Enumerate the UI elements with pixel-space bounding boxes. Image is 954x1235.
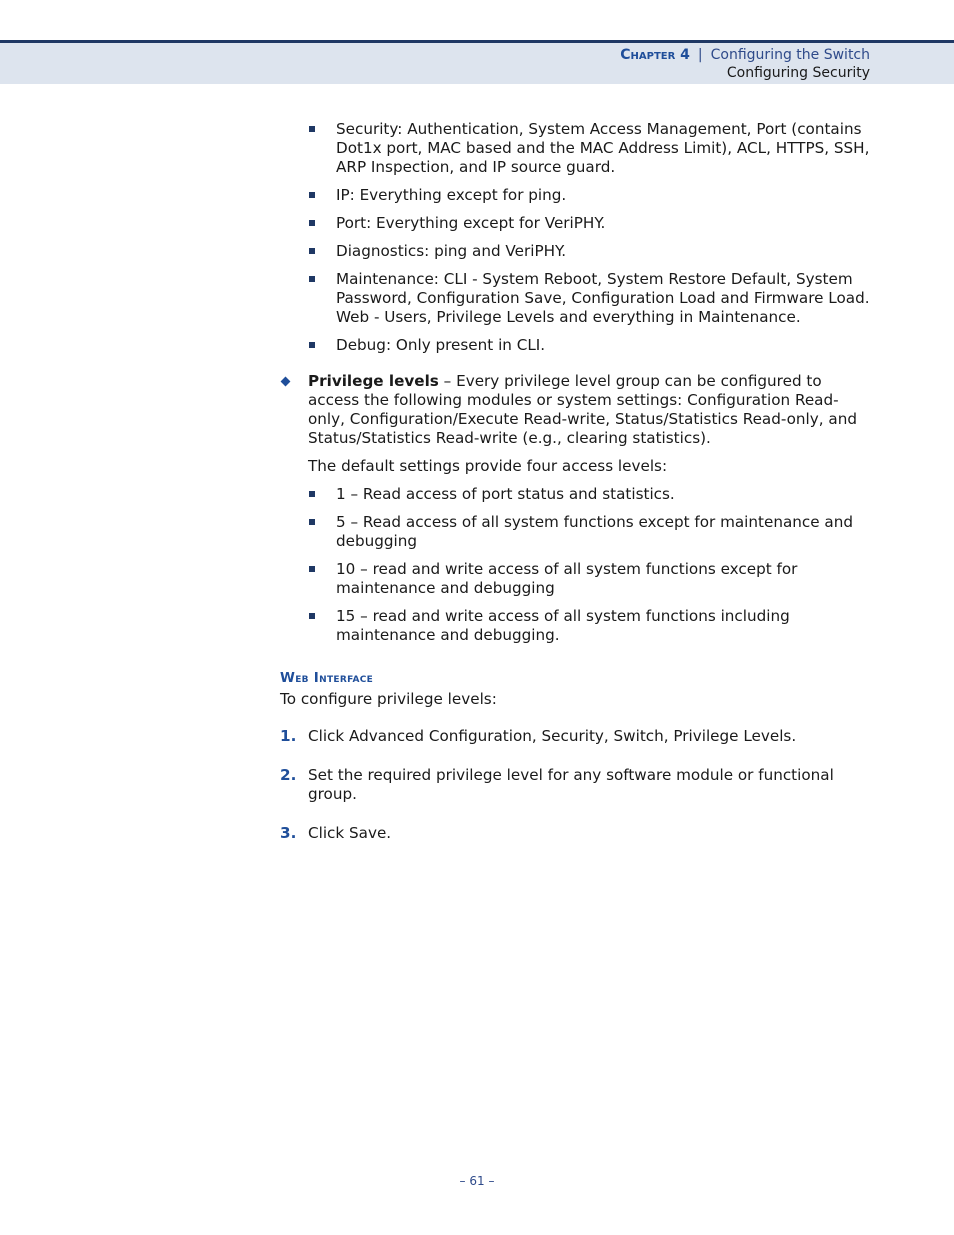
privilege-levels-item bbox=[280, 372, 870, 448]
list-item-text: 15 – read and write access of all system functions including maintenance and debugging. bbox=[336, 607, 790, 644]
web-interface-intro: To configure privilege levels: bbox=[280, 690, 497, 708]
list-item-text: Port: Everything except for VeriPHY. bbox=[336, 214, 606, 232]
web-interface-heading: Web Interface bbox=[280, 670, 374, 686]
list-item-text: Security: Authentication, System Access Management, Port (contains Dot1x port, MAC based and the MAC Address Limit), ACL, HTTPS, SSH, ARP Inspection, and IP source guard. bbox=[336, 120, 870, 176]
step-item bbox=[280, 824, 870, 843]
bullet-square-icon bbox=[309, 519, 315, 525]
bullet-square-icon bbox=[309, 248, 315, 254]
bullet-square-icon bbox=[309, 276, 315, 282]
list-item-text: IP: Everything except for ping. bbox=[336, 186, 567, 204]
list-item bbox=[280, 607, 870, 645]
list-item-text: 10 – read and write access of all system functions except for maintenance and debugging bbox=[336, 560, 798, 597]
page-header bbox=[0, 40, 954, 84]
privilege-levels-description: – Every privilege level group can be configured to access the following modules or system settings: Configuration Read-only, Configuration/Execute Read-write, Status/Statistics Read-only, and Status/Statistics Read-write (e.g., clearing statistics). bbox=[308, 372, 857, 447]
step-text: Click Save. bbox=[308, 824, 392, 842]
step-number: 3. bbox=[280, 824, 297, 842]
list-item bbox=[280, 513, 870, 551]
bullet-square-icon bbox=[309, 566, 315, 572]
list-item-text: Maintenance: CLI - System Reboot, System Restore Default, System Password, Configuration Save, Configuration Load and Firmware Load. Web - Users, Privilege Levels and everything in Maintenance. bbox=[336, 270, 870, 326]
privilege-levels-term: Privilege levels bbox=[308, 372, 439, 390]
list-item bbox=[280, 214, 870, 233]
bullet-square-icon bbox=[309, 220, 315, 226]
bullet-diamond-icon bbox=[281, 377, 291, 387]
list-item bbox=[280, 186, 870, 205]
section-title: Configuring Security bbox=[726, 65, 870, 81]
chapter-title: Configuring the Switch bbox=[710, 47, 870, 63]
list-item-text: 5 – Read access of all system functions except for maintenance and debugging bbox=[336, 513, 853, 550]
chapter-label: Chapter 4 bbox=[620, 47, 690, 63]
list-item-text: 1 – Read access of port status and statistics. bbox=[336, 485, 675, 503]
bullet-square-icon bbox=[309, 613, 315, 619]
list-item-text: Diagnostics: ping and VeriPHY. bbox=[336, 242, 567, 260]
bullet-square-icon bbox=[309, 342, 315, 348]
list-item bbox=[280, 336, 870, 355]
list-item bbox=[280, 242, 870, 261]
step-item bbox=[280, 727, 870, 746]
list-item bbox=[280, 560, 870, 598]
page-number: – 61 – bbox=[459, 1174, 495, 1188]
page-content bbox=[280, 120, 870, 863]
step-number: 1. bbox=[280, 727, 297, 745]
list-item bbox=[280, 485, 870, 504]
chapter-line bbox=[620, 47, 870, 63]
step-item bbox=[280, 766, 870, 804]
list-item bbox=[280, 120, 870, 177]
bullet-square-icon bbox=[309, 126, 315, 132]
step-text: Set the required privilege level for any software module or functional group. bbox=[308, 766, 834, 803]
bullet-square-icon bbox=[309, 491, 315, 497]
list-item-text: Debug: Only present in CLI. bbox=[336, 336, 546, 354]
bullet-square-icon bbox=[309, 192, 315, 198]
header-separator: | bbox=[697, 47, 703, 63]
list-item bbox=[280, 270, 870, 327]
step-text: Click Advanced Configuration, Security, Switch, Privilege Levels. bbox=[308, 727, 797, 745]
default-levels-intro: The default settings provide four access levels: bbox=[308, 457, 668, 475]
step-number: 2. bbox=[280, 766, 297, 784]
